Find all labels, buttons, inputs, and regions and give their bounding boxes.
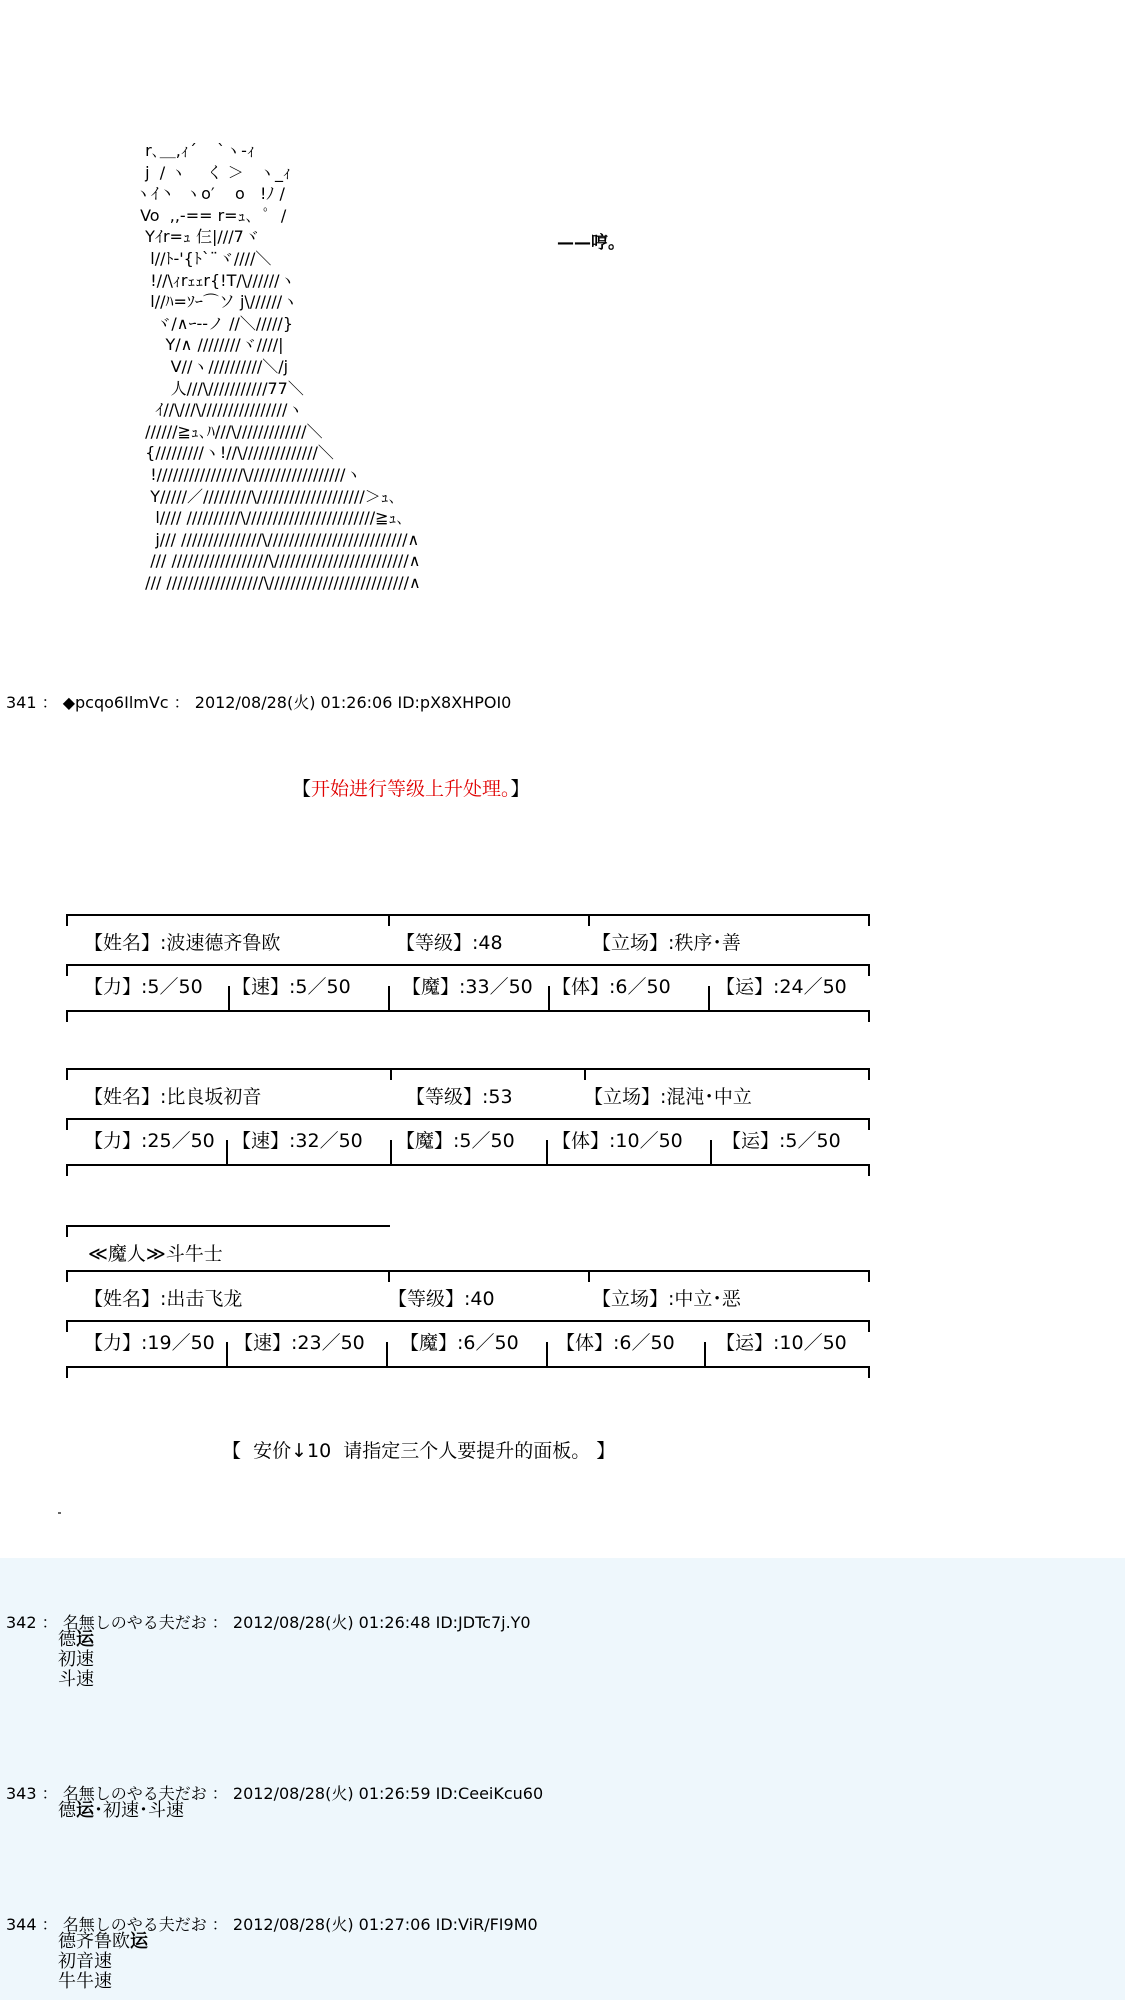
status-sheet-2 [66,1068,870,1174]
sheet1-stat-vit: 【体】:6／50 [552,976,671,998]
post-header-344: 344 ： 名無しのやる夫だお ： 2012/08/28(火) 01:27:06 ID:ViR/FI9M0 [6,1915,538,1934]
anka-prompt: 【 安价↓10 请指定三个人要提升的面板。 】 [222,1440,616,1462]
sheet3-stat-luck: 【运】:10／50 [716,1332,847,1354]
sheet2-name: 【姓名】:比良坂初音 [84,1086,262,1108]
post-header-341: 341 ： ◆pcqo6IlmVc ： 2012/08/28(火) 01:26:06 ID:pX8XHPOI0 [6,693,512,712]
level-up-notice [292,774,530,801]
post-header-343: 343 ： 名無しのやる夫だお ： 2012/08/28(火) 01:26:59 ID:CeeiKcu60 [6,1784,544,1803]
notice-text: 开始进行等级上升处理。 [311,778,511,800]
sheet1-alignment: 【立场】:秩序･善 [592,932,741,954]
sheet3-alignment: 【立场】:中立･恶 [592,1288,741,1310]
ascii-art: r､＿,ｨ´ `ヽ-ｨ j / ヽ く ＞ ヽ_ｨ ヽｲ丶 ヽo′ o !ﾉ / Vo ,,-== r=ｭ､ ﾟ / Yｲr=ｭ 仨|///7ヾ l//ﾄ-'{ﾄ`¨ヾ////＼ !//\ｨrｪｪr{!T/\//////ヽ l//ﾊ=ｿｰ⌒ソ j\//////ヽ ヾ/∧ｰ--ノ //＼/////} Y/∧ ////////ヾ////| V//ヽ//////////＼/j 人///\///////////77＼ ｲ//\///\////////////////ヽ //////≧ｭ､ﾊ///\/////////////＼ {/////////ヽ!//\//////////////＼ !////////////////\//////////////////ヽ Y/////／/////////\////////////////////＞ｭ､ l//// //////////\////////////////////////≧ｭ､ j/// ///////////////\//////////////////////////∧ /// //////////////////\/////////////////////////∧ /// //////////////////\//////////////////////////∧ [135,141,421,592]
sheet2-alignment: 【立场】:混沌･中立 [584,1086,752,1108]
sheet1-stat-str: 【力】:5／50 [84,976,203,998]
notice-open-bracket: 【 [292,778,312,800]
reply-344-line-2: 初音速 [58,1951,112,1972]
reply-342-line-3: 斗速 [58,1669,94,1690]
sheet1-stat-luck: 【运】:24／50 [716,976,847,998]
art-caption: ——哼。 [557,233,625,253]
sheet1-name: 【姓名】:波速德齐鲁欧 [84,932,281,954]
sheet3-level: 【等级】:40 [388,1288,495,1310]
sheet3-stat-vit: 【体】:6／50 [556,1332,675,1354]
sheet1-stat-spd: 【速】:5／50 [232,976,351,998]
notice-close-bracket: 】 [510,778,530,800]
sheet2-stat-luck: 【运】:5／50 [722,1130,841,1152]
sheet3-name: 【姓名】:出击飞龙 [84,1288,243,1310]
reply-344-line-1: 德齐鲁欧运 [58,1931,148,1952]
status-sheet-1 [66,914,870,1020]
sheet3-stat-mag: 【魔】:6／50 [400,1332,519,1354]
sheet2-stat-mag: 【魔】:5／50 [396,1130,515,1152]
post-header-342: 342 ： 名無しのやる夫だお ： 2012/08/28(火) 01:26:48 ID:JDTc7j.Y0 [6,1613,531,1632]
sheet2-stat-str: 【力】:25／50 [84,1130,215,1152]
sheet2-stat-vit: 【体】:10／50 [552,1130,683,1152]
reply-344-body [58,1932,148,1992]
sheet2-stat-spd: 【速】:32／50 [232,1130,363,1152]
sheet3-stat-spd: 【速】:23／50 [234,1332,365,1354]
stray-dot [58,1512,61,1514]
reply-342-body [58,1630,94,1690]
reply-343-line-1: 德运･初速･斗速 [58,1800,184,1821]
status-sheet-3 [66,1270,870,1376]
sheet2-level: 【等级】:53 [406,1086,513,1108]
sheet3-stat-str: 【力】:19／50 [84,1332,215,1354]
reply-343-body [58,1801,184,1821]
sheet1-stat-mag: 【魔】:33／50 [402,976,533,998]
reply-342-line-2: 初速 [58,1649,94,1670]
reply-342-line-1: 德运 [58,1629,94,1650]
class-title-box [66,1225,390,1269]
sheet3-class-title: ≪魔人≫斗牛士 [88,1243,223,1265]
sheet1-level: 【等级】:48 [396,932,503,954]
reply-344-line-3: 牛牛速 [58,1971,112,1992]
